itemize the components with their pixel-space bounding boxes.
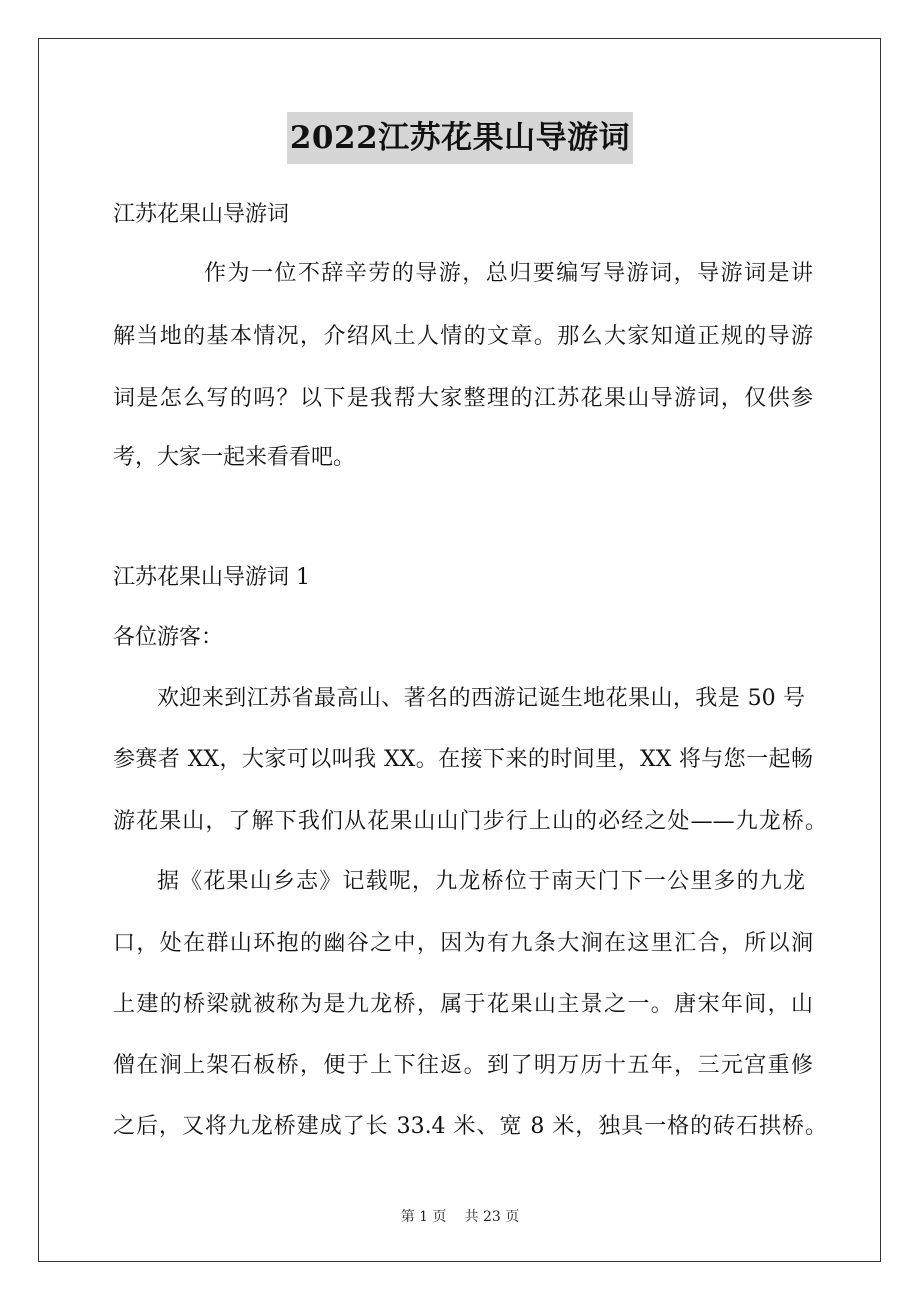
intro-line-3: 词是怎么写的吗？以下是我帮大家整理的江苏花果山导游词，仅供参 <box>113 386 813 411</box>
page-footer <box>0 1207 920 1227</box>
intro-line-4: 考，大家一起来看看吧。 <box>113 445 356 470</box>
intro-line-1: 作为一位不辞辛劳的导游，总归要编写导游词，导游词是讲 <box>204 261 813 286</box>
paragraph2-line-4: 僧在涧上架石板桥，便于上下往返。到了明万历十五年，三元宫重修 <box>113 1053 813 1078</box>
page-number: 第 1 页 <box>400 1209 447 1225</box>
page-total: 共 23 页 <box>464 1209 520 1225</box>
paragraph2-line-3: 上建的桥梁就被称为是九龙桥，属于花果山主景之一。唐宋年间，山 <box>113 992 813 1017</box>
title-container <box>0 112 920 164</box>
paragraph2-line-2: 口，处在群山环抱的幽谷之中，因为有九条大涧在这里汇合，所以涧 <box>113 931 813 956</box>
paragraph1-line-2: 参赛者 XX，大家可以叫我 XX。在接下来的时间里，XX 将与您一起畅 <box>113 747 813 772</box>
paragraph1-line-1: 欢迎来到江苏省最高山、著名的西游记诞生地花果山，我是 50 号 <box>157 686 805 711</box>
document-title: 2022江苏花果山导游词 <box>287 112 633 164</box>
paragraph2-line-1: 据《花果山乡志》记载呢，九龙桥位于南天门下一公里多的九龙 <box>157 869 805 894</box>
section-heading: 江苏花果山导游词 1 <box>113 565 310 590</box>
document-subtitle: 江苏花果山导游词 <box>113 202 290 227</box>
paragraph2-line-5: 之后，又将九龙桥建成了长 33.4 米、宽 8 米，独具一格的砖石拱桥。 <box>113 1114 827 1139</box>
greeting: 各位游客： <box>113 625 224 650</box>
intro-line-2: 解当地的基本情况，介绍风土人情的文章。那么大家知道正规的导游 <box>113 324 813 349</box>
paragraph1-line-3: 游花果山，了解下我们从花果山山门步行上山的必经之处——九龙桥。 <box>113 809 827 834</box>
